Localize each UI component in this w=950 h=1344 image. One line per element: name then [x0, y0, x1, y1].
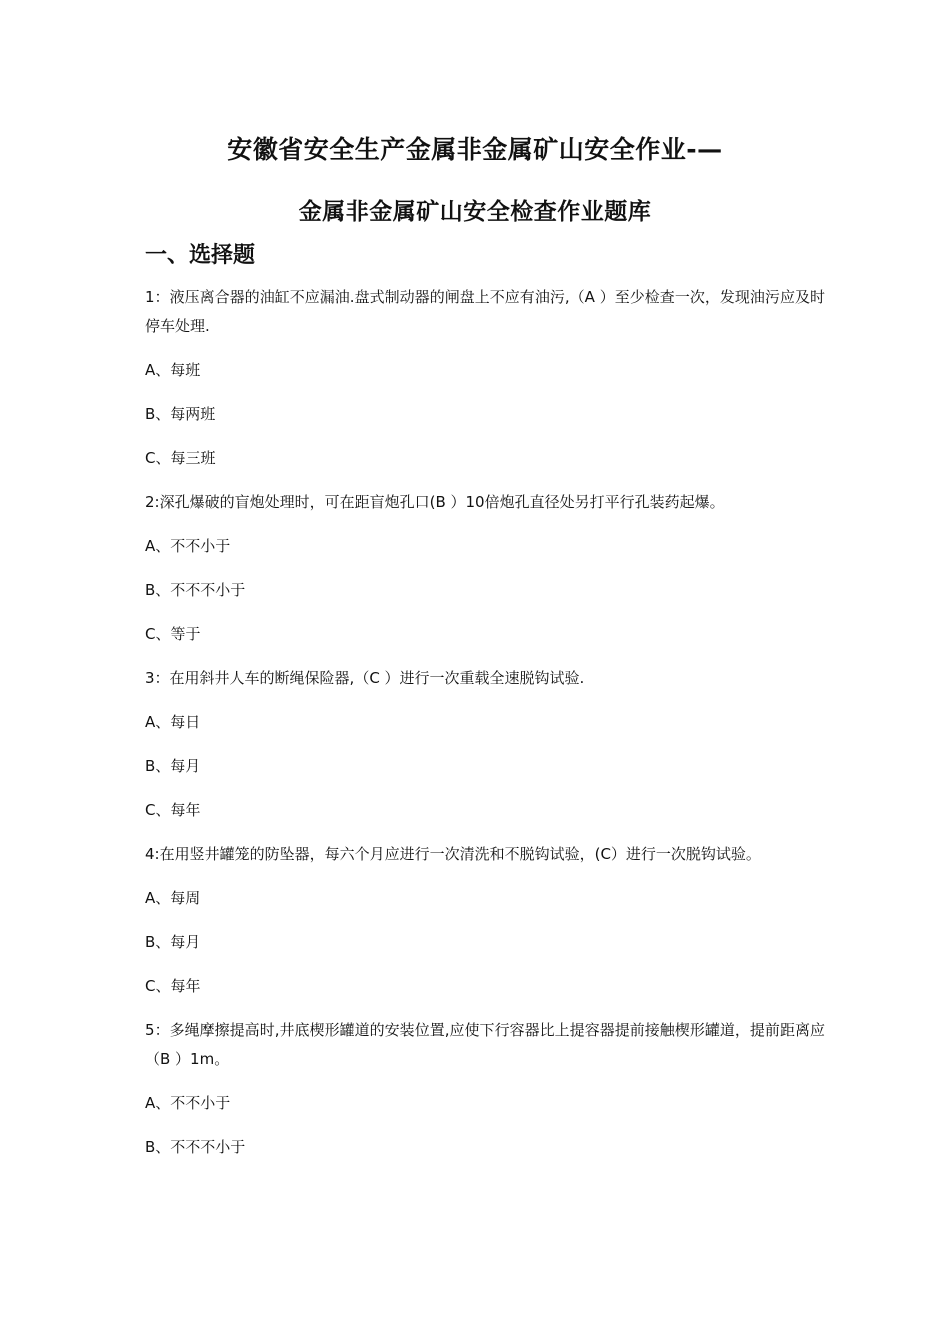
- question-item: [145, 1016, 825, 1162]
- question-list: [145, 283, 825, 1177]
- option-a: A、不不小于: [145, 1094, 231, 1112]
- option-c: C、每年: [145, 801, 201, 819]
- document-subtitle: 金属非金属矿山安全检查作业题库: [298, 199, 652, 225]
- option-c: C、每年: [145, 977, 201, 995]
- question-item: [145, 840, 825, 1001]
- option-a: A、不不小于: [145, 537, 231, 555]
- option-c: C、每三班: [145, 449, 216, 467]
- option-b: B、每月: [145, 757, 201, 775]
- question-item: [145, 664, 825, 825]
- option-b: B、不不不小于: [145, 581, 246, 599]
- question-text: 2:深孔爆破的盲炮处理时，可在距盲炮孔口(B ）10倍炮孔直径处另打平行孔装药起爆。: [145, 493, 725, 511]
- option-b: B、每两班: [145, 405, 216, 423]
- question-item: [145, 283, 825, 473]
- option-a: A、每班: [145, 361, 201, 379]
- section-heading: 一、选择题: [145, 243, 256, 268]
- question-text: 3：在用斜井人车的断绳保险器,（C ）进行一次重载全速脱钩试验.: [145, 669, 585, 687]
- option-a: A、每日: [145, 713, 201, 731]
- option-c: C、等于: [145, 625, 201, 643]
- question-text: 5：多绳摩擦提高时,井底楔形罐道的安装位置,应使下行容器比上提容器提前接触楔形罐道，提前距离应（B ）1m。: [145, 1021, 825, 1068]
- question-item: [145, 488, 825, 649]
- question-text: 4:在用竖井罐笼的防坠器，每六个月应进行一次清洗和不脱钩试验，(C）进行一次脱钩试验。: [145, 845, 761, 863]
- option-b: B、不不不小于: [145, 1138, 246, 1156]
- question-text: 1：液压离合器的油缸不应漏油.盘式制动器的闸盘上不应有油污,（A ）至少检查一次，发现油污应及时停车处理.: [145, 288, 825, 335]
- option-b: B、每月: [145, 933, 201, 951]
- option-a: A、每周: [145, 889, 201, 907]
- document-title: 安徽省安全生产金属非金属矿山安全作业-—: [227, 135, 723, 164]
